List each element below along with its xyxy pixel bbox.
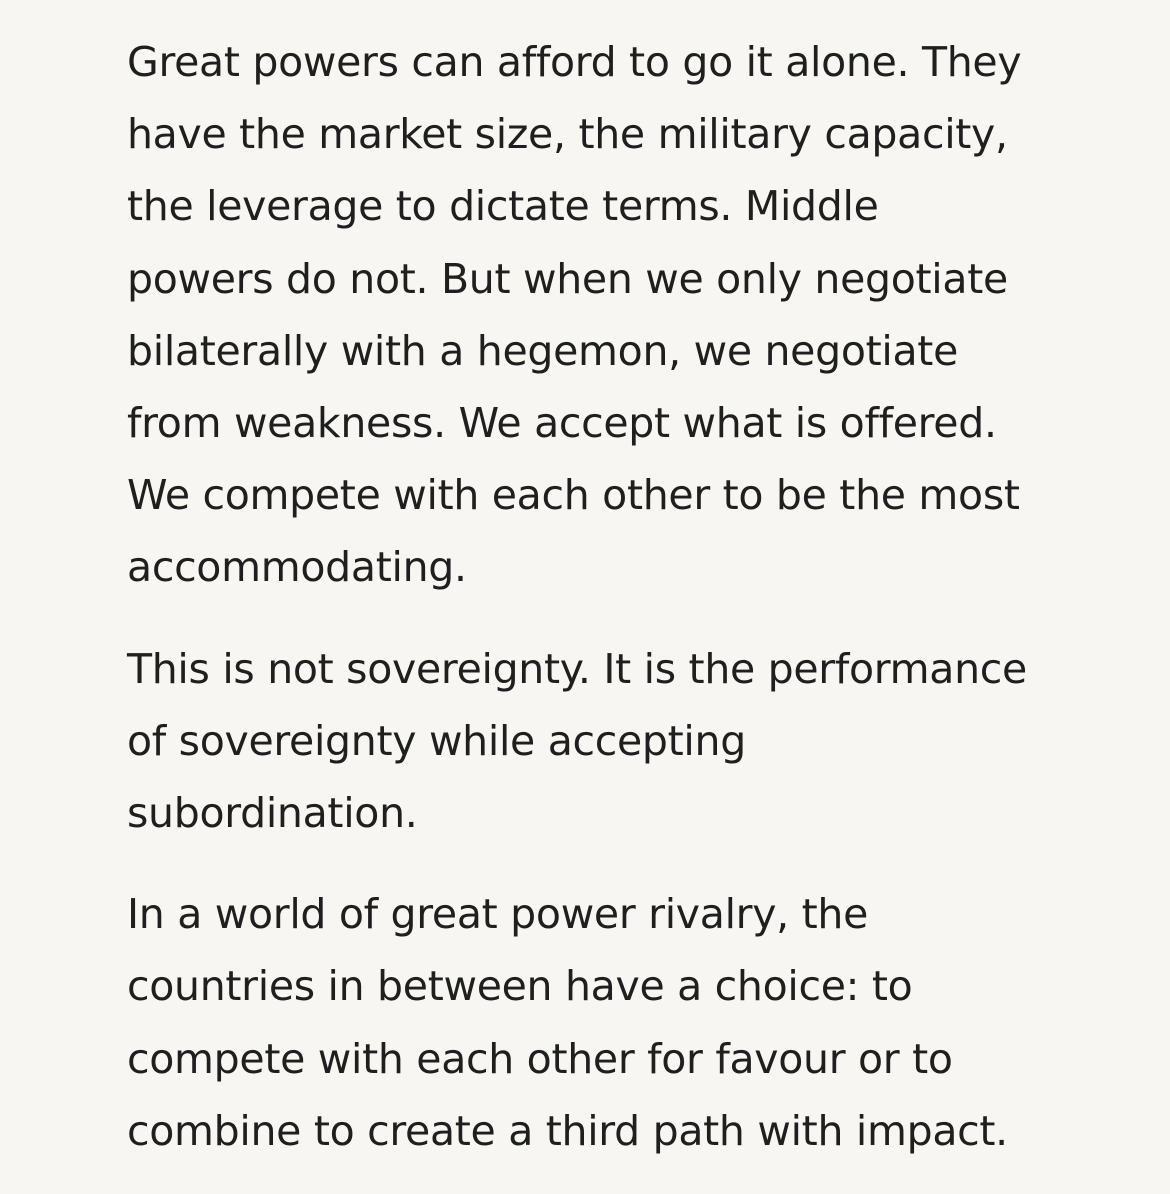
text-line: from weakness. We accept what is offered. — [127, 399, 997, 448]
text-line: accommodating. — [127, 543, 467, 592]
text-line: the leverage to dictate terms. Middle — [127, 182, 879, 231]
paragraph-1 — [127, 26, 1062, 604]
text-line: This is not sovereignty. It is the performance — [127, 644, 1027, 693]
text-line: countries in between have a choice: to — [127, 962, 913, 1011]
text-line: compete with each other for favour or to — [127, 1034, 953, 1083]
text-line: subordination. — [127, 789, 418, 838]
article-body — [127, 26, 1062, 1167]
text-line: combine to create a third path with impact. — [127, 1106, 1008, 1155]
text-line: powers do not. But when we only negotiate — [127, 254, 1008, 303]
text-line: have the market size, the military capacity, — [127, 110, 1008, 159]
text-line: In a world of great power rivalry, the — [127, 890, 869, 939]
text-line: We compete with each other to be the most — [127, 471, 1020, 520]
text-line: of sovereignty while accepting — [127, 716, 746, 765]
paragraph-3 — [127, 878, 1062, 1167]
paragraph-2 — [127, 633, 1062, 850]
text-line: bilaterally with a hegemon, we negotiate — [127, 326, 959, 375]
text-line: Great powers can afford to go it alone. They — [127, 38, 1022, 86]
